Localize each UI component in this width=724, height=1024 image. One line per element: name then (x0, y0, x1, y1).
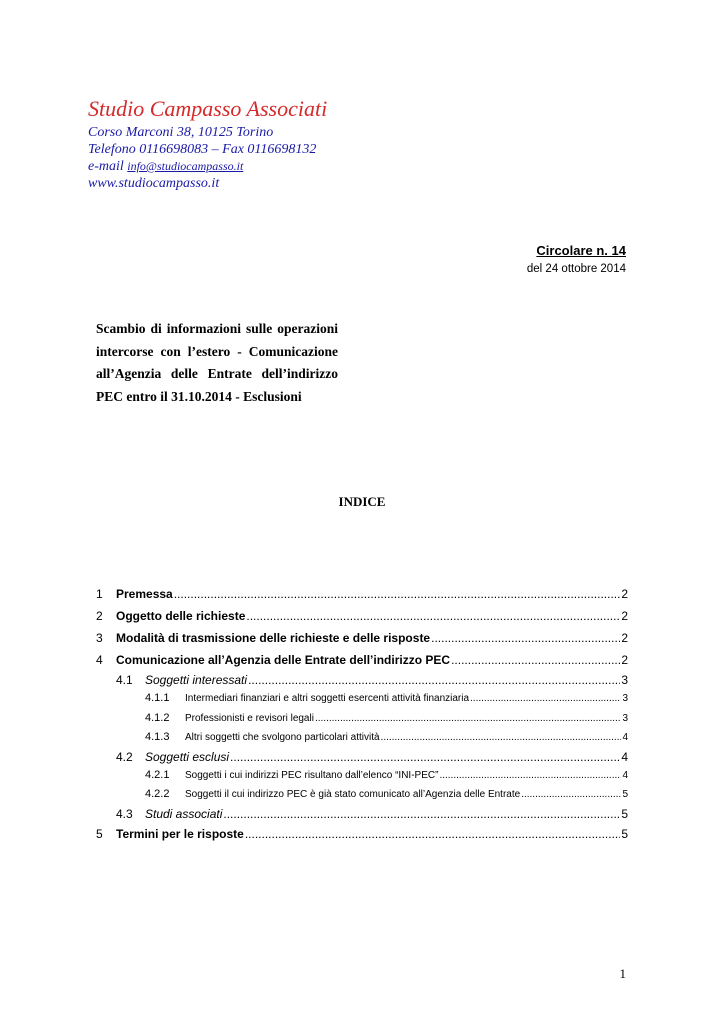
toc-entry-title[interactable]: Modalità di trasmissione delle richieste e delle risposte (116, 631, 431, 645)
toc-entry-title[interactable]: Studi associati (145, 806, 223, 821)
studio-phone: Telefono 0116698083 – Fax 0116698132 (88, 142, 317, 157)
toc-entry-page: 2 (621, 609, 628, 623)
toc-entry[interactable] (96, 689, 628, 709)
toc-entry[interactable] (96, 605, 628, 627)
toc-entry[interactable] (96, 823, 628, 845)
toc-entry-title[interactable]: Soggetti il cui indirizzo PEC è già stato comunicato all’Agenzia delle Entrate (185, 789, 521, 800)
toc-entry-title[interactable]: Comunicazione all’Agenzia delle Entrate dell’indirizzo PEC (116, 653, 451, 667)
toc-entry-page: 5 (621, 826, 628, 841)
toc-entry-number: 4.1 (116, 673, 133, 687)
toc-entry-page: 2 (621, 587, 628, 601)
toc-dot-leader (470, 689, 621, 709)
toc-entry-page: 4 (621, 749, 628, 764)
circolare-number: Circolare n. 14 (536, 243, 626, 258)
letterhead (88, 96, 327, 192)
toc-entry[interactable] (96, 649, 628, 671)
table-of-contents (96, 583, 628, 845)
toc-entry-number: 3 (96, 631, 103, 645)
toc-entry[interactable] (96, 671, 628, 689)
email-label: e-mail (88, 159, 124, 174)
toc-dot-leader (230, 748, 620, 766)
index-title: INDICE (338, 494, 386, 509)
toc-entry-number: 5 (96, 826, 103, 841)
toc-entry-page: 3 (621, 673, 628, 687)
toc-entry[interactable] (96, 748, 628, 766)
toc-dot-leader (245, 823, 620, 845)
toc-entry-number: 4.2.1 (145, 768, 170, 781)
page-number: 1 (619, 966, 626, 981)
toc-entry-number: 4.3 (116, 806, 133, 821)
toc-dot-leader (451, 649, 620, 671)
circolare-header (527, 242, 626, 277)
toc-entry-number: 4 (96, 653, 103, 667)
toc-dot-leader (315, 709, 621, 729)
toc-entry-title[interactable]: Termini per le risposte (116, 826, 244, 841)
toc-entry-title[interactable]: Soggetti i cui indirizzi PEC risultano dall’elenco “INI-PEC” (185, 769, 439, 781)
toc-entry-title[interactable]: Intermediari finanziari e altri soggetti esercenti attività finanziaria (185, 693, 470, 704)
toc-entry-page: 5 (621, 806, 628, 821)
toc-entry[interactable] (96, 709, 628, 729)
toc-dot-leader (248, 671, 620, 689)
toc-entry-page: 4 (622, 732, 628, 743)
toc-dot-leader (381, 728, 622, 748)
toc-entry-number: 4.1.3 (145, 731, 170, 743)
toc-entry-page: 5 (622, 789, 628, 800)
toc-dot-leader (439, 766, 621, 786)
toc-dot-leader (223, 805, 620, 823)
toc-entry-page: 4 (622, 769, 628, 781)
toc-entry-title[interactable]: Premessa (116, 587, 173, 601)
circolare-date: del 24 ottobre 2014 (526, 263, 626, 275)
toc-entry-number: 4.1.2 (145, 711, 170, 724)
studio-email-line (88, 158, 327, 175)
studio-address: Corso Marconi 38, 10125 Torino (88, 125, 274, 140)
toc-entry-number: 1 (96, 587, 103, 601)
toc-entry[interactable] (96, 766, 628, 786)
toc-entry[interactable] (96, 805, 628, 823)
circular-subject: Scambio di informazioni sulle operazioni intercorse con l’estero - Comunicazione all’Agenzia delle Entrate dell’indirizzo PEC entro il 31.10.2014 - Esclusioni (96, 321, 338, 404)
toc-entry-title[interactable]: Oggetto delle richieste (116, 609, 246, 623)
studio-name: Studio Campasso Associati (88, 96, 328, 121)
toc-entry[interactable] (96, 785, 628, 805)
toc-entry-page: 2 (621, 653, 628, 667)
studio-website[interactable]: www.studiocampasso.it (88, 176, 220, 191)
toc-entry-number: 4.2 (116, 749, 133, 764)
toc-entry-title[interactable]: Soggetti interessati (145, 673, 248, 687)
toc-entry[interactable] (96, 583, 628, 605)
toc-entry-page: 3 (622, 693, 628, 704)
toc-entry-number: 2 (96, 609, 103, 623)
toc-dot-leader (521, 785, 621, 805)
toc-dot-leader (174, 583, 621, 605)
toc-entry-number: 4.1.1 (145, 692, 170, 704)
toc-dot-leader (246, 605, 620, 627)
toc-entry-title[interactable]: Soggetti esclusi (145, 749, 230, 764)
toc-entry-page: 3 (622, 712, 628, 724)
toc-entry[interactable] (96, 627, 628, 649)
toc-entry[interactable] (96, 728, 628, 748)
email-link[interactable]: info@studiocampasso.it (127, 159, 244, 173)
toc-entry-page: 2 (621, 631, 628, 645)
toc-entry-title[interactable]: Altri soggetti che svolgono particolari attività (185, 732, 380, 743)
toc-dot-leader (431, 627, 620, 649)
toc-entry-number: 4.2.2 (145, 788, 170, 800)
toc-entry-title[interactable]: Professionisti e revisori legali (185, 712, 314, 724)
